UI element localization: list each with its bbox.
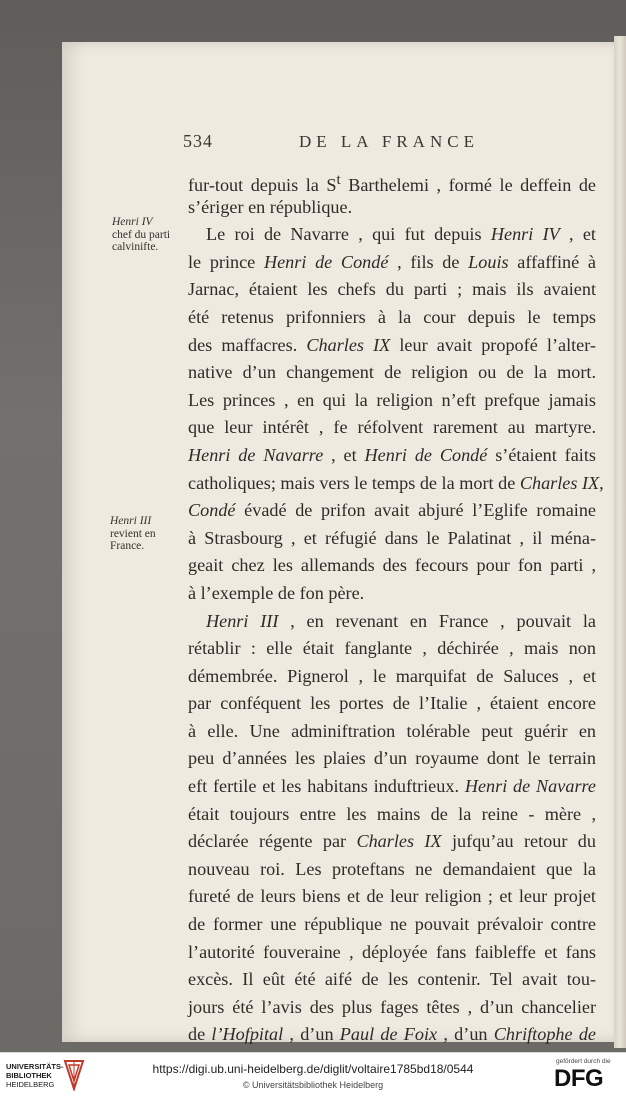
library-name-line: HEIDELBERG	[6, 1080, 55, 1089]
page-edge	[614, 36, 626, 1048]
running-head	[183, 131, 595, 159]
text-line: Jarnac, étaient les chefs du parti ; mais ils avaient	[188, 279, 596, 300]
dfg-logo[interactable]: DFG	[554, 1065, 604, 1092]
margin-note-henri-iii	[110, 515, 190, 553]
text-line: l’autorité fouveraine , déployée fans faibleffe et fans	[188, 941, 596, 962]
text-line: à elle. Une adminiftration tolérable peut guérir en	[188, 720, 596, 741]
text-line: s’ériger en république.	[188, 196, 353, 217]
text-line: de former une république ne pouvait prévaloir contre	[188, 914, 596, 935]
text-line: déclarée régente par Charles IX jufqu’au retour du	[188, 831, 596, 852]
text-line: Henri de Navarre , et Henri de Condé s’étaient faits	[188, 444, 596, 465]
library-name-line: BIBLIOTHEK	[6, 1071, 52, 1080]
page-number: 534	[183, 131, 213, 151]
text-line: Les princes , en qui la religion n’eft prefque jamais	[188, 389, 596, 410]
text-line: été retenus prifonniers à la cour depuis le temps	[188, 306, 596, 327]
running-head-title: DE LA FRANCE	[299, 132, 479, 151]
viewer-footer	[0, 1052, 626, 1097]
text-line: rétablir : elle était fanglante , déchirée , mais non	[188, 638, 596, 659]
copyright-notice: © Universitätsbibliothek Heidelberg	[242, 1080, 384, 1090]
margin-note-line: Henri IV	[112, 216, 153, 228]
text-line: à l’exemple de fon père.	[188, 582, 365, 603]
text-line: nouveau roi. Les proteftans ne demandaient que la	[188, 858, 596, 879]
margin-note-henri-iv	[112, 216, 192, 254]
text-line: à Strasbourg , et réfugié dans le Palatinat , il ména-	[188, 527, 596, 548]
text-line: des maffacres. Charles IX leur avait propofé l’alter-	[188, 334, 596, 355]
text-line: native d’un changement de religion ou de la mort.	[188, 362, 596, 383]
text-line: Le roi de Navarre , qui fut depuis Henri IV , et	[206, 224, 596, 245]
text-line: geait chez les allemands des fecours pour fon parti ,	[188, 555, 596, 576]
text-line: Condé évadé de prifon avait abjuré l’Eglife romaine	[188, 500, 596, 521]
text-line: jours été l’avis des plus fages têtes , d’un chancelier	[188, 996, 596, 1017]
text-line: par conféquent les portes de l’Italie , étaient encore	[188, 693, 596, 714]
text-line: Henri III , en revenant en France , pouvait la	[206, 610, 596, 631]
margin-note-line: revient en	[110, 527, 156, 540]
text-line: était toujours entre les mains de la reine - mère ,	[188, 803, 596, 824]
library-name-line: UNIVERSITÄTS-	[6, 1062, 64, 1071]
text-line: eft fertile et les habitans induftrieux. Henri de Navarre	[188, 776, 596, 797]
text-line: fureté de leurs biens et de leur religion ; et leur projet	[188, 886, 596, 907]
text-line: fur-tout depuis la $S^t$ Barthelemi , formé le deffein de	[188, 171, 596, 196]
text-line: catholiques; mais vers le temps de la mort de Charles IX	[188, 472, 600, 493]
text-line: peu d’années les plaies d’un royaume dont le terrain	[188, 748, 596, 769]
funder-label: gefördert durch die	[556, 1058, 611, 1065]
text-line: excès. Il eût été aifé de les contenir. Tel avait tou-	[188, 969, 596, 990]
text-line: le prince Henri de Condé , fils de Louis affaffiné à	[188, 251, 596, 272]
permalink-url[interactable]: https://digi.ub.uni-heidelberg.de/diglit/voltaire1785bd18/0544	[152, 1062, 474, 1076]
margin-note-line: calvinifte.	[112, 241, 159, 253]
text-line: de l’Hofpital , d’un Paul de Foix , d’un Chriftophe de	[188, 1024, 596, 1045]
margin-note-line: chef du parti	[112, 228, 171, 241]
margin-note-line: France.	[110, 540, 145, 552]
body-text	[188, 166, 600, 1049]
margin-note-line: Henri III	[110, 515, 152, 527]
text-line: démembrée. Pignerol , le marquifat de Saluces , et	[188, 665, 596, 686]
text-line: que leur intérêt , fe réfolvent rarement au martyre.	[188, 417, 596, 438]
